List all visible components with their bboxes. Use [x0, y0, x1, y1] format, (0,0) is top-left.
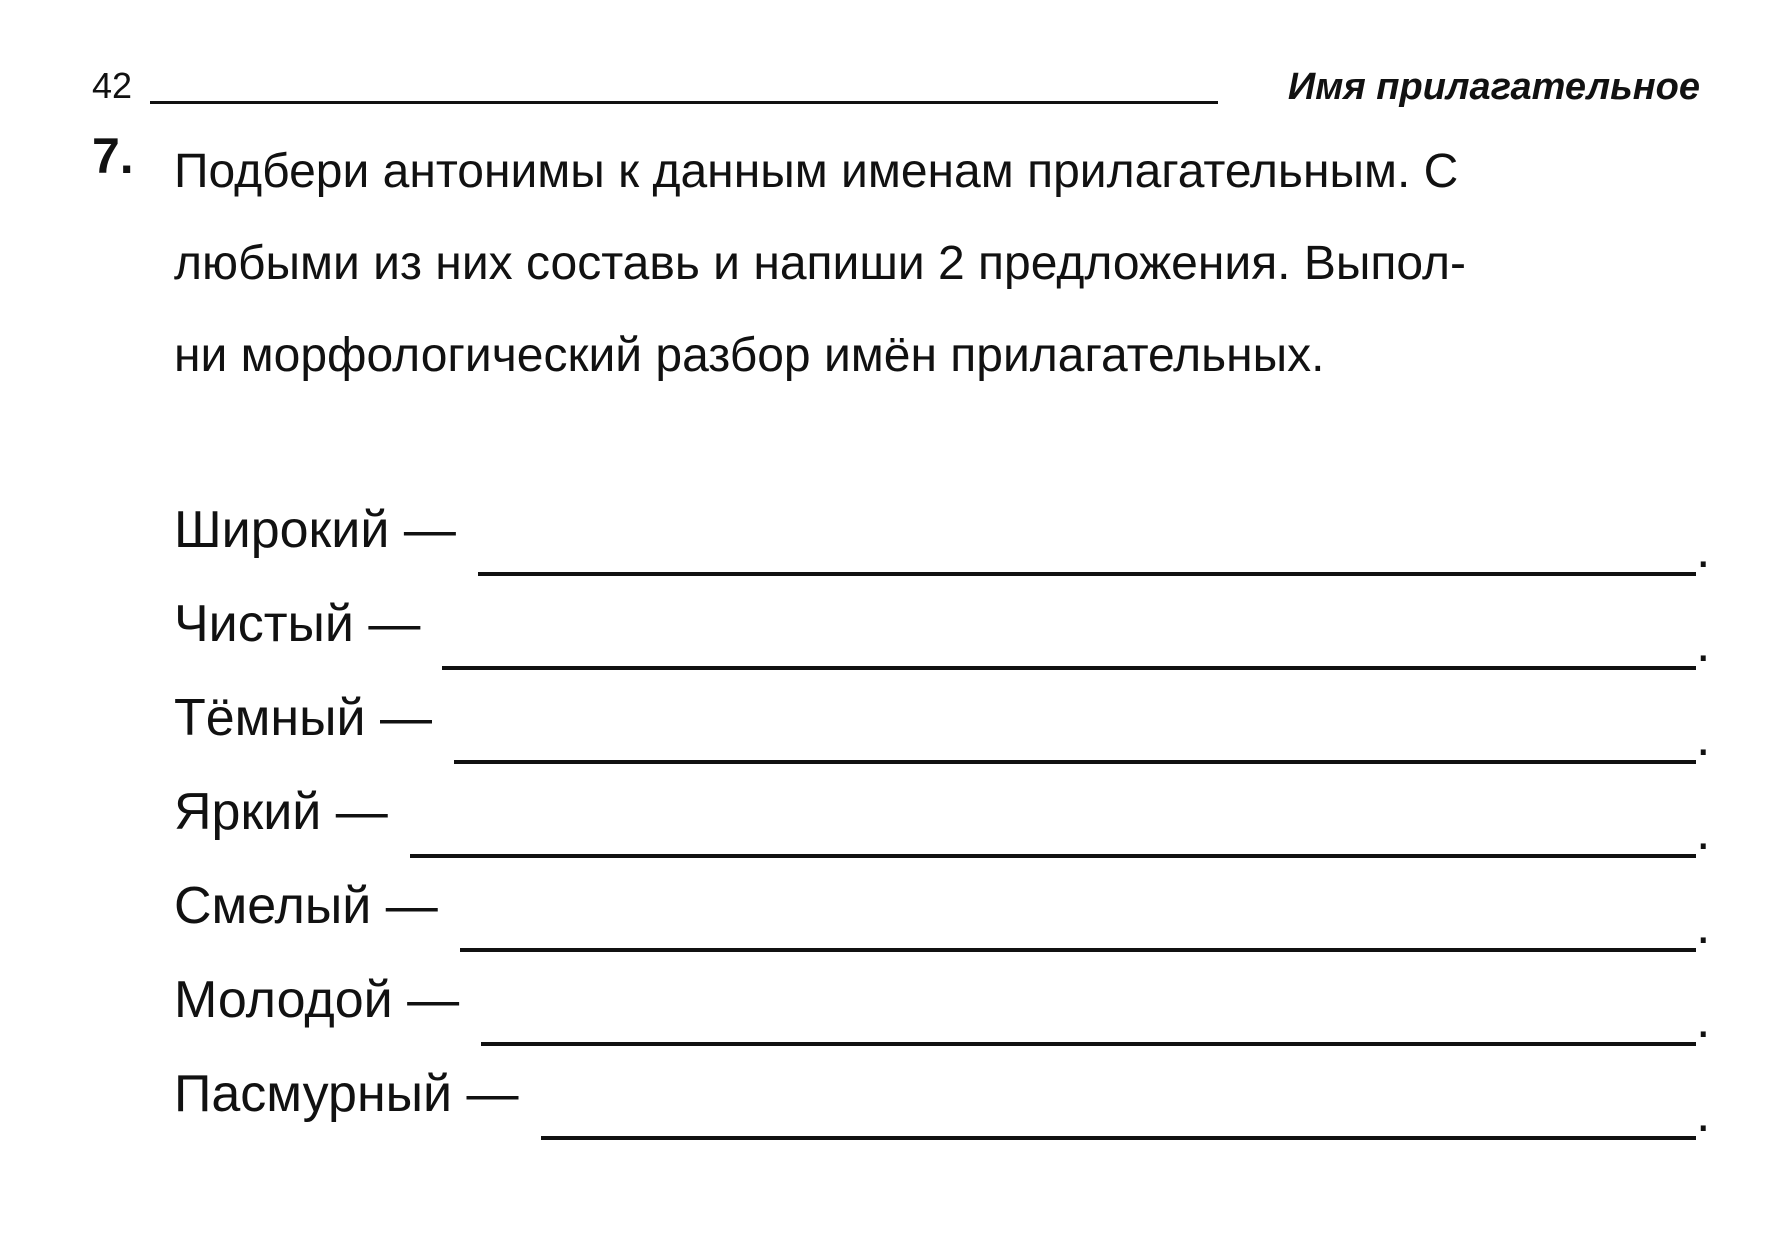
- answer-blank-line[interactable]: [454, 760, 1696, 764]
- answer-period: .: [1696, 709, 1711, 767]
- answer-period: .: [1696, 615, 1711, 673]
- page-number: 42: [92, 65, 133, 106]
- answer-row: [174, 866, 1710, 960]
- task-instruction-line: любыми из них составь и напиши 2 предложения. Выпол-: [174, 237, 1466, 290]
- answer-period: .: [1696, 521, 1711, 579]
- answer-period: .: [1696, 803, 1711, 861]
- answer-blank-line[interactable]: [541, 1136, 1696, 1140]
- answer-row: [174, 960, 1710, 1054]
- answer-row: [174, 772, 1710, 866]
- answer-period: .: [1696, 897, 1711, 955]
- antonym-answer-list: [174, 490, 1710, 1148]
- answer-period: .: [1696, 991, 1711, 1049]
- answer-period: .: [1696, 1085, 1711, 1143]
- adjective-prompt: Чистый —: [174, 595, 421, 653]
- section-title: Имя прилагательное: [1287, 66, 1700, 108]
- answer-blank-line[interactable]: [481, 1042, 1696, 1046]
- answer-blank-line[interactable]: [442, 666, 1696, 670]
- task-instruction-line: ни морфологический разбор имён прилагательных.: [174, 329, 1325, 382]
- adjective-prompt: Яркий —: [174, 783, 388, 841]
- answer-blank-line[interactable]: [410, 854, 1696, 858]
- answer-row: [174, 1054, 1710, 1148]
- answer-blank-line[interactable]: [460, 948, 1696, 952]
- adjective-prompt: Смелый —: [174, 877, 438, 935]
- adjective-prompt: Тёмный —: [174, 689, 433, 747]
- answer-row: [174, 584, 1710, 678]
- task-instruction-line: Подбери антонимы к данным именам прилагательным. С: [174, 145, 1459, 198]
- adjective-prompt: Пасмурный —: [174, 1065, 519, 1123]
- adjective-prompt: Широкий —: [174, 501, 456, 559]
- task-instructions: [174, 126, 1704, 402]
- header-rule: [150, 101, 1218, 104]
- adjective-prompt: Молодой —: [174, 971, 460, 1029]
- task-number: 7.: [92, 128, 134, 184]
- answer-blank-line[interactable]: [478, 572, 1696, 576]
- answer-row: [174, 678, 1710, 772]
- answer-row: [174, 490, 1710, 584]
